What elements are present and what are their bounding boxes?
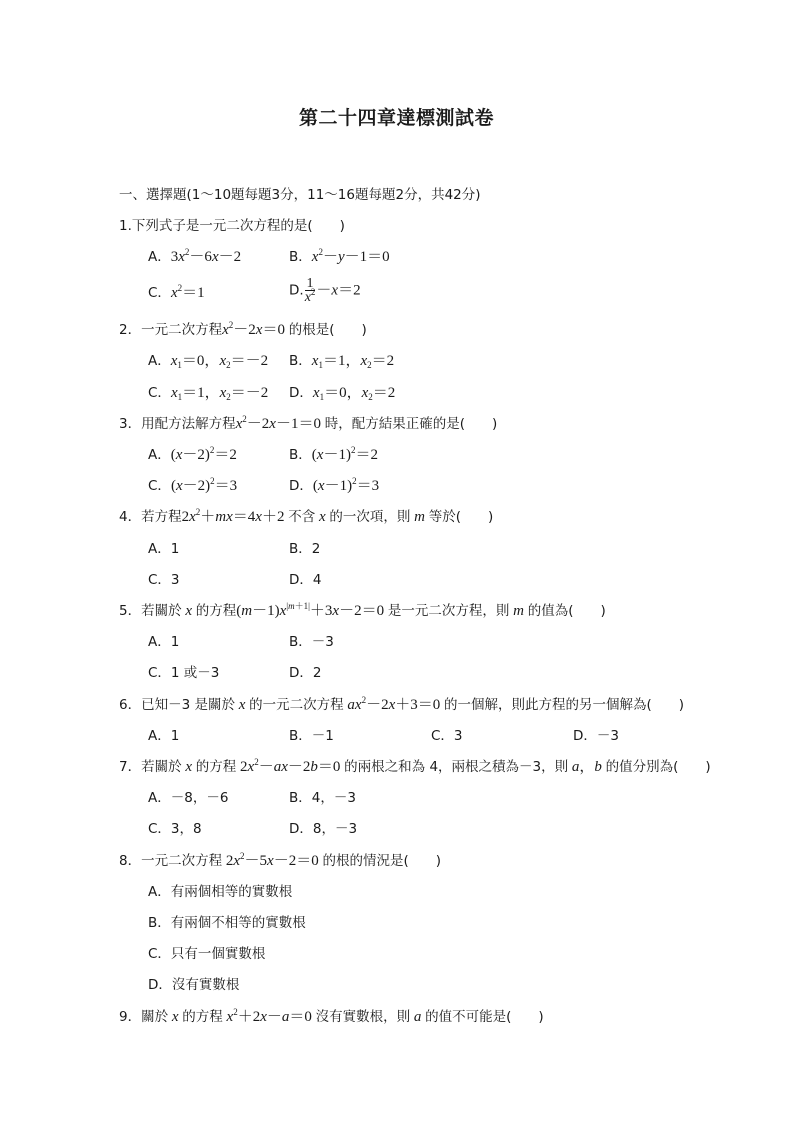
question-1: 1.下列式子是一元二次方程的是( )	[119, 218, 345, 234]
q5-option-d: D．2	[289, 665, 322, 681]
question-3: 3．用配方法解方程$x^2-2x-1=0$ 時，配方結果正確的是( )	[119, 414, 498, 432]
question-5: 5．若關於 x 的方程$(m-1)x^{|m+1|}+3x-2=0$ 是一元二次方程，則 m 的值為( )	[119, 601, 606, 619]
q5-option-c: C．1 或－3	[148, 665, 220, 681]
q6-option-b: B．－1	[289, 728, 334, 744]
q2-option-d: D．$x_1=0$，$x_2=2$	[289, 385, 396, 402]
q2-option-c: C．$x_1=1$，$x_2=-2$	[148, 385, 269, 402]
q4-option-b: B．2	[289, 541, 321, 557]
q3-option-a: A．$(x-2)^2=2$	[148, 445, 237, 463]
question-7: 7．若關於 x 的方程 $2x^2-ax-2b=0$ 的兩根之和為 4，兩根之積為－3，則 a，b 的值分別為( )	[119, 757, 711, 775]
q1-option-c: C．$x^2=1$	[148, 283, 205, 301]
q6-option-c: C．3	[431, 728, 463, 744]
q6-option-a: A．1	[148, 728, 180, 744]
q7-option-b: B．4，－3	[289, 790, 356, 806]
q1-option-d: D. $\frac{1}{x^2}$ －x＝2	[289, 276, 361, 305]
q3-option-d: D．$(x-1)^2=3$	[289, 476, 380, 494]
q5-option-a: A．1	[148, 634, 180, 650]
q7-option-d: D．8，－3	[289, 821, 358, 837]
section-heading: 一、選擇題(1～10題每題3分，11～16題每題2分，共42分)	[119, 187, 481, 203]
q7-option-c: C．3，8	[148, 821, 202, 837]
question-4: 4．若方程$2x^2+mx=4x+2$ 不含 x 的一次項，則 m 等於( )	[119, 507, 494, 525]
q8-option-d: D．沒有實數根	[148, 977, 240, 993]
q4-option-d: D．4	[289, 572, 322, 588]
question-8: 8．一元二次方程 $2x^2-5x-2=0$ 的根的情況是( )	[119, 851, 442, 869]
q2-option-a: A．$x_1=0$，$x_2=-2$	[148, 353, 269, 370]
q6-option-d: D．－3	[573, 728, 619, 744]
q8-option-a: A．有兩個相等的實數根	[148, 884, 293, 900]
q4-option-a: A．1	[148, 541, 180, 557]
q1-option-b: B．$x^2-y-1=0$	[289, 247, 390, 265]
q3-option-c: C．$(x-2)^2=3$	[148, 476, 238, 494]
page-title: 第二十四章達標測試卷	[298, 107, 494, 129]
q3-option-b: B．$(x-1)^2=2$	[289, 445, 378, 463]
q8-option-b: B．有兩個不相等的實數根	[148, 915, 306, 931]
q2-option-b: B．$x_1=1$，$x_2=2$	[289, 353, 395, 370]
q1-option-a: A．$3x^2-6x-2$	[148, 247, 242, 265]
q5-option-b: B．－3	[289, 634, 334, 650]
question-2: 2．一元二次方程$x^2-2x=0$ 的根是( )	[119, 320, 367, 338]
question-6: 6．已知－3 是關於 x 的一元二次方程 $ax^2-2x+3=0$ 的一個解，則此方程的另一個解為( )	[119, 695, 685, 713]
q8-option-c: C．只有一個實數根	[148, 946, 266, 962]
q4-option-c: C．3	[148, 572, 180, 588]
q7-option-a: A．－8，－6	[148, 790, 229, 806]
question-9: 9．關於 x 的方程 $x^2+2x-a=0$ 沒有實數根，則 a 的值不可能是( )	[119, 1007, 544, 1025]
